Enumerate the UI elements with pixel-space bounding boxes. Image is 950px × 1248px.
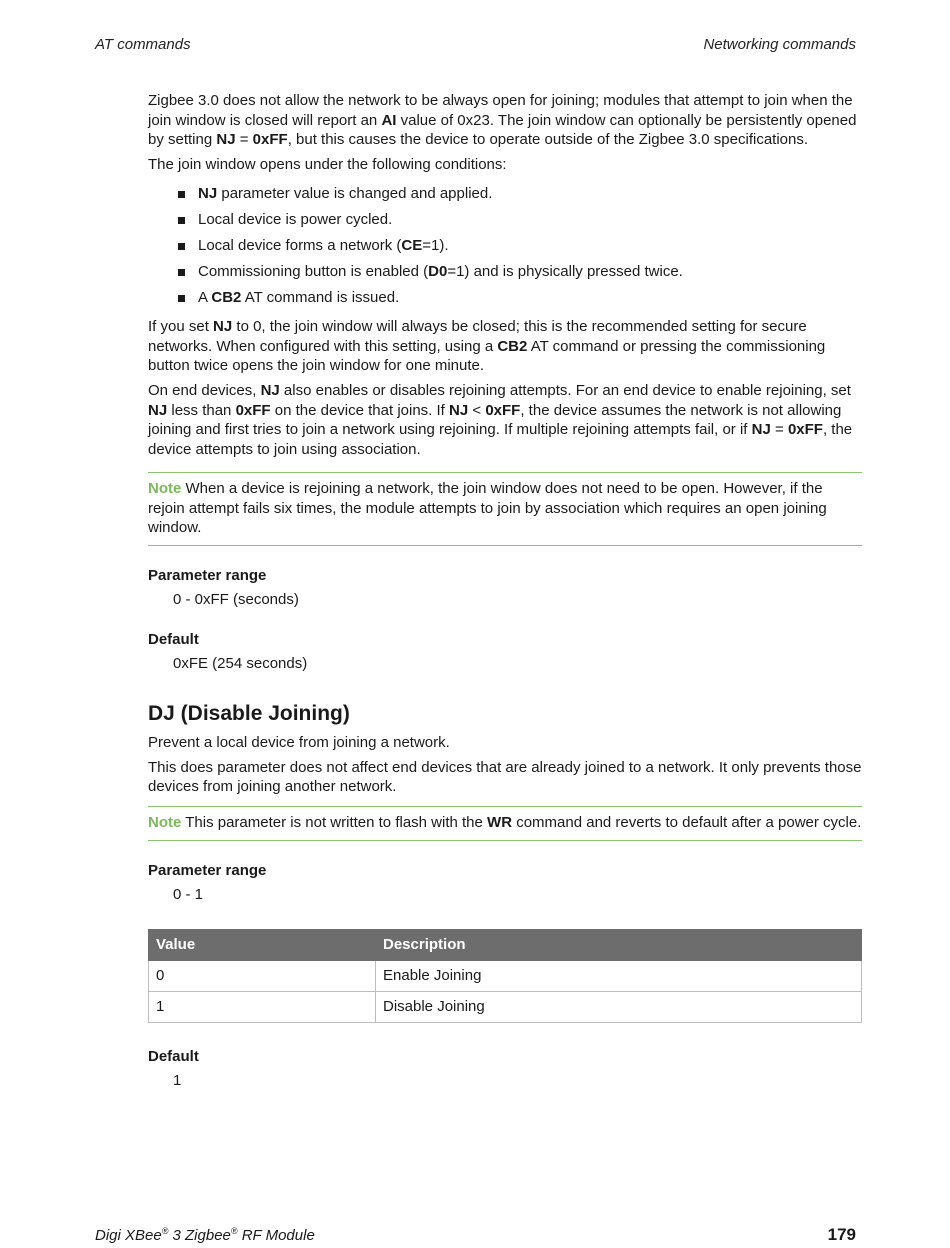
bullet-square-icon [178, 217, 185, 224]
page-content [148, 91, 862, 1091]
bullet-square-icon [178, 295, 185, 302]
table-cell-value: 1 [149, 991, 376, 1022]
list-item: A CB2 AT command is issued. [148, 288, 862, 308]
dj-default-value: 1 [173, 1071, 182, 1089]
table-cell-description: Disable Joining [376, 991, 862, 1022]
dj-parameter-range-heading: Parameter range [148, 861, 267, 879]
page-header [95, 36, 856, 53]
note-label: Note [148, 479, 182, 497]
page-footer [95, 1225, 856, 1245]
table-row [149, 991, 862, 1022]
intro-paragraph-4: On end devices, NJ also enables or disables rejoining attempts. For an end device to enable rejoining, set NJ less than 0xFF on the device that joins. If NJ < 0xFF, the device assumes the network is not allowing joining and first tries to join a network using rejoining. If multiple rejoining attempts fail, or if NJ = 0xFF, the device attempts to join using association. [148, 382, 853, 459]
bullet-square-icon [178, 269, 185, 276]
table-header-row [149, 929, 862, 960]
table-row [149, 960, 862, 991]
table-cell-value: 0 [149, 960, 376, 991]
table-cell-description: Enable Joining [376, 960, 862, 991]
dj-values-table [148, 929, 862, 1023]
dj-section-title: DJ (Disable Joining) [148, 701, 350, 725]
column-header-value: Value [149, 929, 376, 960]
dj-parameter-range-value: 0 - 1 [173, 885, 204, 903]
dj-note: Note This parameter is not written to flash with the WR command and reverts to default after a power cycle. [148, 806, 862, 841]
list-item: NJ parameter value is changed and applied. [148, 184, 862, 204]
bullet-square-icon [178, 243, 185, 250]
list-item: Local device is power cycled. [148, 210, 862, 230]
header-section: Networking commands [703, 36, 856, 53]
header-chapter: AT commands [95, 36, 191, 53]
dj-default-heading: Default [148, 1047, 199, 1065]
intro-paragraph-2: The join window opens under the following conditions: [148, 156, 507, 174]
dj-paragraph-2: This does parameter does not affect end devices that are already joined to a network. It only prevents those devices from joining another network. [148, 758, 862, 796]
join-conditions-list [148, 184, 862, 308]
list-item: Commissioning button is enabled (D0=1) and is physically pressed twice. [148, 262, 862, 282]
rejoin-note [148, 472, 862, 546]
nj-parameter-range-heading: Parameter range [148, 566, 267, 584]
note-label: Note [148, 814, 182, 832]
intro-paragraph-1: Zigbee 3.0 does not allow the network to be always open for joining; modules that attempt to join when the join window is closed will report an AI value of 0x23. The join window can optionally be persistently opened by setting NJ = 0xFF, but this causes the device to operate outside of the Zigbee 3.0 specifications. [148, 92, 857, 149]
nj-default-value: 0xFE (254 seconds) [173, 654, 308, 672]
nj-default-heading: Default [148, 630, 199, 648]
note-text: When a device is rejoining a network, the join window does not need to be open. However, if the rejoin attempt fails six times, the module attempts to join by association which requires an open joining window. [148, 479, 827, 537]
list-item: Local device forms a network (CE=1). [148, 236, 862, 256]
intro-paragraph-3: If you set NJ to 0, the join window will always be closed; this is the recommended setting for secure networks. When configured with this setting, using a CB2 AT command or pressing the commissioning button twice opens the join window for one minute. [148, 317, 826, 375]
column-header-description: Description [376, 929, 862, 960]
bullet-square-icon [178, 191, 185, 198]
dj-paragraph-1: Prevent a local device from joining a network. [148, 733, 450, 751]
page-number: 179 [827, 1225, 856, 1244]
footer-document-title: Digi XBee® 3 Zigbee® RF Module [95, 1226, 315, 1244]
nj-parameter-range-value: 0 - 0xFF (seconds) [173, 590, 299, 608]
